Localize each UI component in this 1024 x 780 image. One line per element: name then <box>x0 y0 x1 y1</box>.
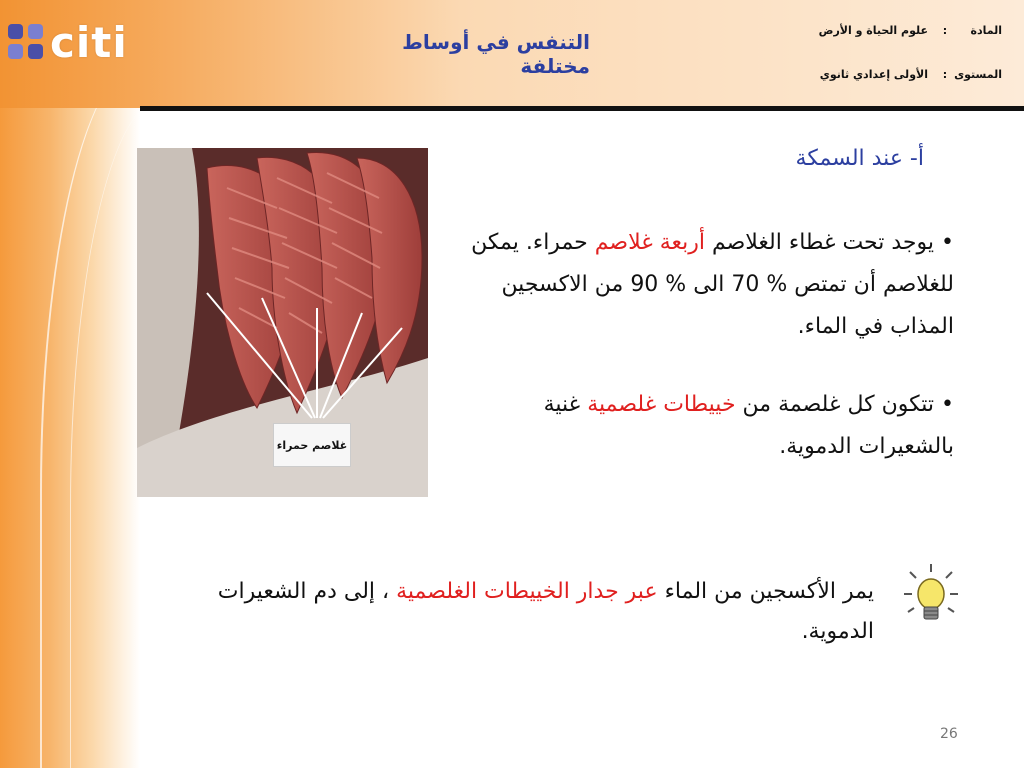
highlight-text: أربعة غلاصم <box>594 230 705 255</box>
highlight-text: عبر جدار الخييطات الغلصمية <box>396 579 658 604</box>
note-text: ، إلى دم الشعيرات الدموية. <box>217 579 874 644</box>
subject-row <box>742 24 1002 37</box>
note-text: يمر الأكسجين من الماء <box>664 579 874 604</box>
logo-text: citi <box>50 18 128 67</box>
note-oxygen-transfer <box>174 572 874 652</box>
citi-logo <box>8 18 128 68</box>
subject-value: علوم الحياة و الأرض <box>818 24 928 37</box>
separator: : <box>942 24 948 37</box>
paragraph-text: تتكون كل غلصمة من <box>742 392 935 417</box>
paragraph-text: يوجد تحت غطاء الغلاصم <box>711 230 935 255</box>
paragraph-text: غنية بالشعيرات الدموية. <box>543 392 954 459</box>
header-divider <box>140 106 1024 111</box>
separator: : <box>942 68 948 81</box>
paragraph-gills-count <box>454 222 954 348</box>
page-number: 26 <box>940 726 958 742</box>
page-title: التنفس في أوساط مختلفة <box>402 30 590 78</box>
level-value: الأولى إعدادي ثانوي <box>819 68 928 81</box>
subject-label: المادة <box>970 24 1002 37</box>
level-label: المستوى <box>954 68 1002 81</box>
paragraph-gill-filaments <box>454 384 954 468</box>
bullet: • <box>941 392 954 417</box>
bullet: • <box>941 230 954 255</box>
level-row <box>742 68 1002 81</box>
lightbulb-icon <box>902 562 960 632</box>
section-title: أ- عند السمكة <box>795 146 924 171</box>
paragraph-text: حمراء. يمكن للغلاصم أن تمتص % 70 الى % 90 من الاكسجين المذاب في الماء. <box>471 230 954 339</box>
photo-caption-label: غلاصم حمراء <box>273 423 351 467</box>
logo-mark-icon <box>8 24 46 62</box>
highlight-text: خييطات غلصمية <box>587 392 736 417</box>
